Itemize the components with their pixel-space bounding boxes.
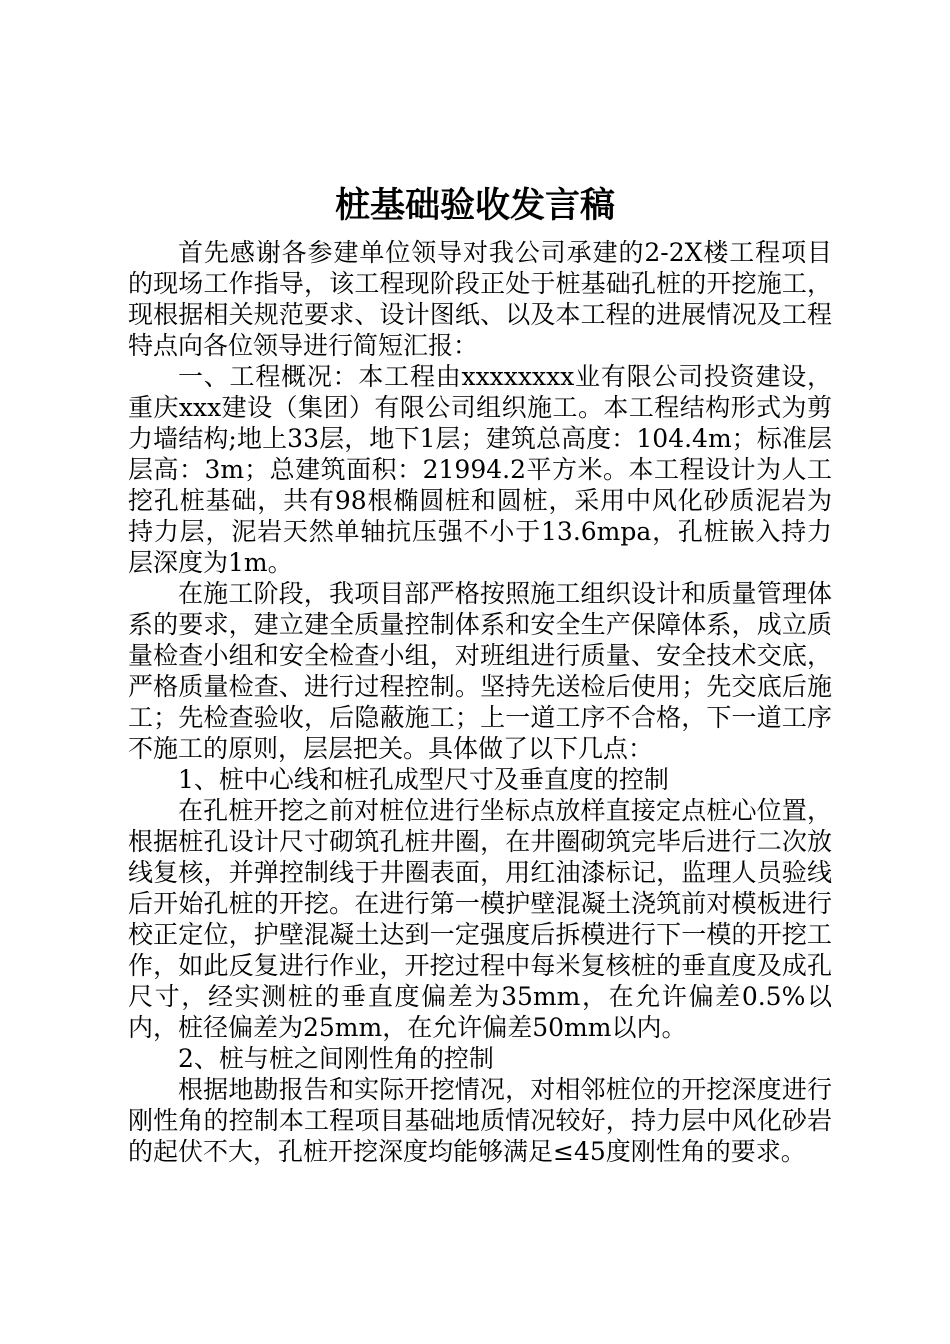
section-heading-1: 1、桩中心线和桩孔成型尺寸及垂直度的控制 (178, 765, 669, 794)
document-title: 桩基础验收发言稿 (334, 186, 615, 226)
section-2-paragraph: 根据地勘报告和实际开挖情况，对相邻桩位的开挖深度进行刚性角的控制本工程项目基础地质情况较好，持力层中风化砂岩的起伏不大，孔桩开挖深度均能够满足≤45度刚性角的要求。 (128, 1075, 832, 1166)
project-overview-paragraph: 一、工程概况：本工程由xxxxxxxx业有限公司投资建设，重庆xxx建设（集团）有限公司组织施工。本工程结构形式为剪力墙结构;地上33层，地下1层；建筑总高度：104.4m；标准层层高：3m；总建筑面积：21994.2平方米。本工程设计为人工挖孔桩基础，共有98根椭圆桩和圆桩，采用中风化砂质泥岩为持力层，泥岩天然单轴抗压强不小于13.6mpa，孔桩嵌入持力层深度为1m。 (128, 362, 832, 577)
construction-phase-paragraph: 在施工阶段，我项目部严格按照施工组织设计和质量管理体系的要求，建立建全质量控制体系和安全生产保障体系，成立质量检查小组和安全检查小组，对班组进行质量、安全技术交底，严格质量检查、进行过程控制。坚持先送检后使用；先交底后施工；先检查验收，后隐蔽施工；上一道工序不合格，下一道工序不施工的原则，层层把关。具体做了以下几点： (128, 579, 832, 763)
intro-paragraph: 首先感谢各参建单位领导对我公司承建的2-2X楼工程项目的现场工作指导，该工程现阶段正处于桩基础孔桩的开挖施工，现根据相关规范要求、设计图纸、以及本工程的进展情况及工程特点向各位领导进行简短汇报： (128, 238, 832, 360)
document-body (128, 237, 832, 1167)
section-heading-2: 2、桩与桩之间刚性角的控制 (178, 1044, 494, 1073)
section-1-paragraph: 在孔桩开挖之前对桩位进行坐标点放样直接定点桩心位置，根据桩孔设计尺寸砌筑孔桩井圈，在井圈砌筑完毕后进行二次放线复核，并弹控制线于井圈表面，用红油漆标记，监理人员验线后开始孔桩的开挖。在进行第一模护壁混凝土浇筑前对模板进行校正定位，护壁混凝土达到一定强度后拆模进行下一模的开挖工作，如此反复进行作业，开挖过程中每米复核桩的垂直度及成孔尺寸，经实测桩的垂直度偏差为35mm，在允许偏差0.5%以内，桩径偏差为25mm，在允许偏差50mm以内。 (128, 796, 832, 1042)
